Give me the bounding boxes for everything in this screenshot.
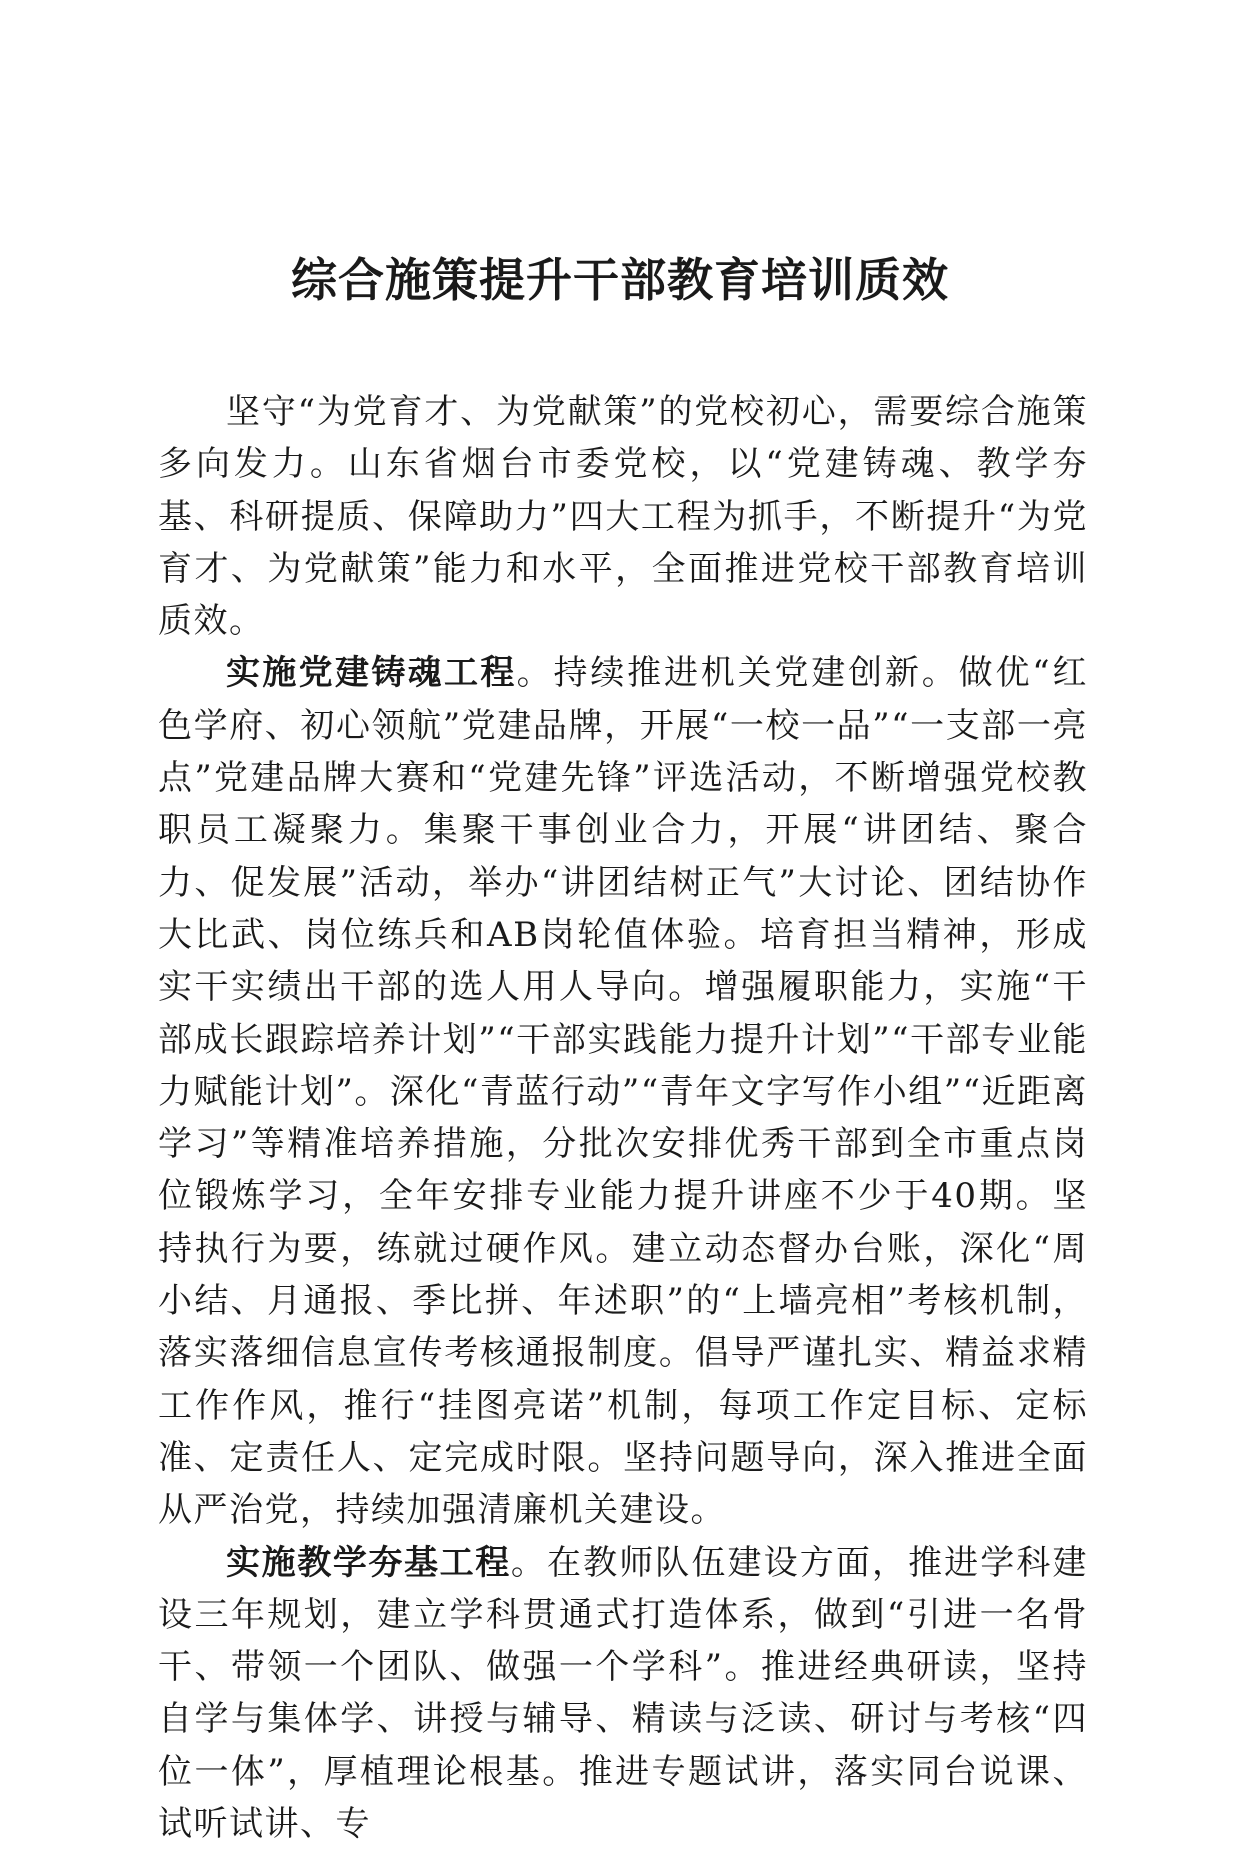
paragraph-teaching [158,1537,1088,1850]
paragraph-intro-text: 坚守“为党育才、为党献策”的党校初心，需要综合施策多向发力。山东省烟台市委党校，以“党建铸魂、教学夯基、科研提质、保障助力”四大工程为抓手，不断提升“为党育才、为党献策”能力和水平，全面推进党校干部教育培训质效。 [158,392,1088,642]
paragraph-party-building-heading: 实施党建铸魂工程 [226,653,517,694]
document-title: 综合施策提升干部教育培训质效 [291,253,949,307]
document-body [158,386,1088,1850]
paragraph-intro [158,386,1088,647]
paragraph-party-building [158,647,1088,1536]
paragraph-teaching-heading: 实施教学夯基工程 [226,1542,511,1583]
paragraph-party-building-text: 。持续推进机关党建创新。做优“红色学府、初心领航”党建品牌，开展“一校一品”“一支部一亮点”党建品牌大赛和“党建先锋”评选活动，不断增强党校教职员工凝聚力。集聚干事创业合力，开展“讲团结、聚合力、促发展”活动，举办“讲团结树正气”大讨论、团结协作大比武、岗位练兵和AB岗轮值体验。培育担当精神，形成实干实绩出干部的选人用人导向。增强履职能力，实施“干部成长跟踪培养计划”“干部实践能力提升计划”“干部专业能力赋能计划”。深化“青蓝行动”“青年文字写作小组”“近距离学习”等精准培养措施，分批次安排优秀干部到全市重点岗位锻炼学习，全年安排专业能力提升讲座不少于40期。坚持执行为要，练就过硬作风。建立动态督办台账，深化“周小结、月通报、季比拼、年述职”的“上墙亮相”考核机制，落实落细信息宣传考核通报制度。倡导严谨扎实、精益求精工作作风，推行“挂图亮诺”机制，每项工作定目标、定标准、定责任人、定完成时限。坚持问题导向，深入推进全面从严治党，持续加强清廉机关建设。 [158,653,1088,1531]
paragraph-teaching-text: 。在教师队伍建设方面，推进学科建设三年规划，建立学科贯通式打造体系，做到“引进一名骨干、带领一个团队、做强一个学科”。推进经典研读，坚持自学与集体学、讲授与辅导、精读与泛读、研讨与考核“四位一体”，厚植理论根基。推进专题试讲，落实同台说课、试听试讲、专 [158,1542,1089,1845]
